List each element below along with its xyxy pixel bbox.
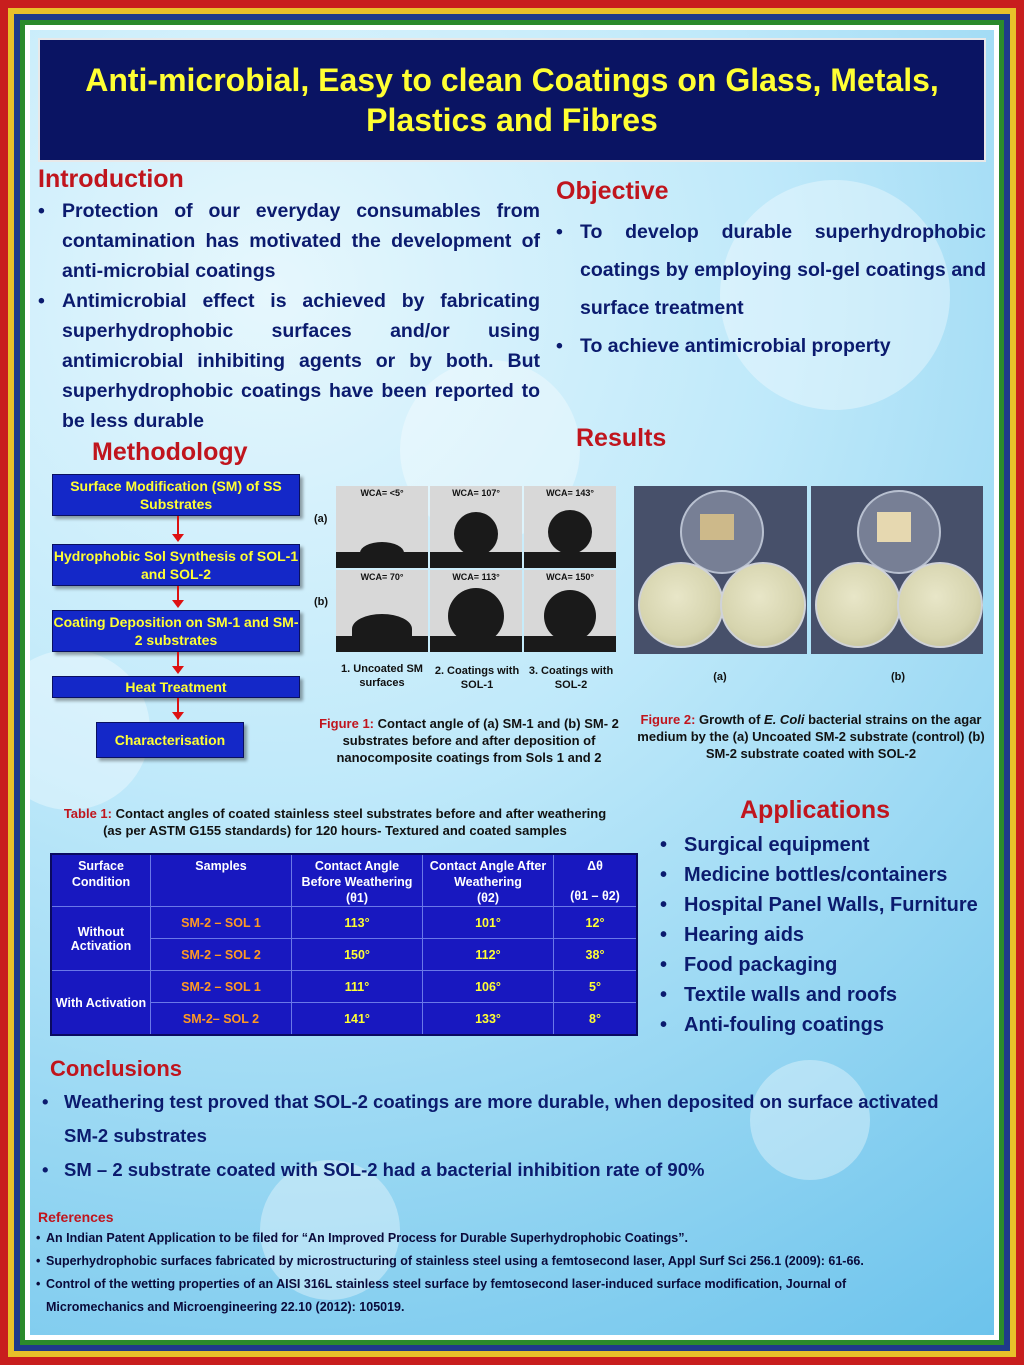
- flow-arrow: [177, 652, 179, 668]
- title-banner: [38, 38, 986, 162]
- list-item: • Food packaging: [658, 950, 978, 980]
- list-item: • Surgical equipment: [658, 830, 978, 860]
- column-header-before: Contact Angle Before Weathering (θ1): [292, 854, 423, 907]
- list-item: • Textile walls and roofs: [658, 980, 978, 1010]
- introduction-list: [36, 196, 540, 436]
- droplet-photo: WCA= 70°: [336, 570, 428, 652]
- conclusions-list: [40, 1085, 970, 1187]
- petri-label-a: (a): [713, 671, 727, 683]
- droplet-photo: WCA= 113°: [430, 570, 522, 652]
- objective-list: [554, 213, 986, 365]
- table-row: SM-2 – SOL 2 150° 112° 38°: [51, 939, 637, 971]
- list-item: • Medicine bottles/containers: [658, 860, 978, 890]
- list-item: • An Indian Patent Application to be filed for “An Improved Process for Durable Superhydrophobic Coatings”.: [36, 1227, 936, 1250]
- poster-title: Anti-microbial, Easy to clean Coatings on Glass, Metals, Plastics and Fibres: [85, 62, 939, 138]
- list-item: • Protection of our everyday consumables from contamination has motivated the development of anti-microbial coatings: [36, 196, 540, 286]
- poster: [30, 30, 994, 1335]
- flow-step-coating-deposition: Coating Deposition on SM-1 and SM-2 substrates: [52, 610, 300, 652]
- results-heading: Results: [576, 424, 667, 452]
- row-label-b: (b): [314, 596, 329, 608]
- flow-step-surface-modification: Surface Modification (SM) of SS Substrates: [52, 474, 300, 516]
- references-list: [36, 1227, 936, 1319]
- list-item: • To develop durable superhydrophobic coatings by employing sol-gel coatings and surface treatment: [554, 213, 986, 327]
- list-item: • Anti-fouling coatings: [658, 1010, 978, 1040]
- figure1-caption: Figure 1: Contact angle of (a) SM-1 and (b) SM- 2 substrates before and after deposition of nanocomposite coatings from Sols 1 and 2: [319, 716, 619, 765]
- table-row: With Activation SM-2 – SOL 1 111° 106° 5°: [51, 971, 637, 1003]
- flow-step-sol-synthesis: Hydrophobic Sol Synthesis of SOL-1 and SOL-2: [52, 544, 300, 586]
- introduction-heading: Introduction: [38, 165, 184, 193]
- petri-label-b: (b): [890, 671, 906, 683]
- column-label-sol1: 2. Coatings with SOL-1: [434, 665, 520, 691]
- column-header-samples: Samples: [151, 854, 292, 907]
- flow-step-heat-treatment: Heat Treatment: [52, 676, 300, 698]
- column-header-surface: Surface Condition: [51, 854, 151, 907]
- column-label-sol2: 3. Coatings with SOL-2: [528, 665, 614, 691]
- table-row: Without Activation SM-2 – SOL 1 113° 101° 12°: [51, 907, 637, 939]
- references-heading: References: [38, 1209, 114, 1225]
- petri-photo-coated: [811, 486, 983, 654]
- flow-arrow: [177, 516, 179, 536]
- contact-angle-table: [50, 853, 638, 1036]
- droplet-photo: WCA= 143°: [524, 486, 616, 568]
- list-item: • Control of the wetting properties of an AISI 316L stainless steel surface by femtosecond laser-induced surface modification, Journal of Micromechanics and Microengineering 22.10 (2012): 105019.: [36, 1273, 936, 1319]
- petri-photo-uncoated: [634, 486, 807, 654]
- figure2-caption: Figure 2: Growth of E. Coli bacterial strains on the agar medium by the (a) Uncoated SM-2 substrate (control) (b) SM-2 substrate coated with SOL-2: [637, 712, 985, 761]
- objective-heading: Objective: [556, 177, 669, 205]
- column-header-delta: Δθ (θ1 – θ2): [554, 854, 638, 907]
- table1-caption: Table 1: Contact angles of coated stainless steel substrates before and after weathering (as per ASTM G155 standards) for 120 hours- Textured and coated samples: [63, 806, 607, 838]
- conclusions-heading: Conclusions: [50, 1056, 183, 1081]
- flow-arrow: [177, 698, 179, 714]
- methodology-heading: Methodology: [92, 438, 248, 466]
- droplet-photo: WCA= <5°: [336, 486, 428, 568]
- applications-heading: Applications: [740, 796, 891, 824]
- row-label-a: (a): [314, 513, 328, 525]
- list-item: • Superhydrophobic surfaces fabricated by microstructuring of stainless steel using a femtosecond laser, Appl Surf Sci 256.1 (2009): 61-66.: [36, 1250, 936, 1273]
- column-header-after: Contact Angle After Weathering (θ2): [423, 854, 554, 907]
- table-row: SM-2– SOL 2 141° 133° 8°: [51, 1003, 637, 1036]
- list-item: • Hearing aids: [658, 920, 978, 950]
- list-item: • Hospital Panel Walls, Furniture: [658, 890, 978, 920]
- list-item: • Weathering test proved that SOL-2 coatings are more durable, when deposited on surface activated SM-2 substrates: [40, 1085, 970, 1153]
- flow-step-characterisation: Characterisation: [96, 722, 244, 758]
- list-item: • To achieve antimicrobial property: [554, 327, 986, 365]
- droplet-photo: WCA= 107°: [430, 486, 522, 568]
- applications-list: [658, 830, 978, 1040]
- list-item: • Antimicrobial effect is achieved by fabricating superhydrophobic surfaces and/or using antimicrobial inhibiting agents or by both. But superhydrophobic coatings have been reported to be less durable: [36, 286, 540, 436]
- list-item: • SM – 2 substrate coated with SOL-2 had a bacterial inhibition rate of 90%: [40, 1153, 970, 1187]
- flow-arrow: [177, 586, 179, 602]
- droplet-photo: WCA= 150°: [524, 570, 616, 652]
- column-label-uncoated: 1. Uncoated SM surfaces: [341, 663, 423, 689]
